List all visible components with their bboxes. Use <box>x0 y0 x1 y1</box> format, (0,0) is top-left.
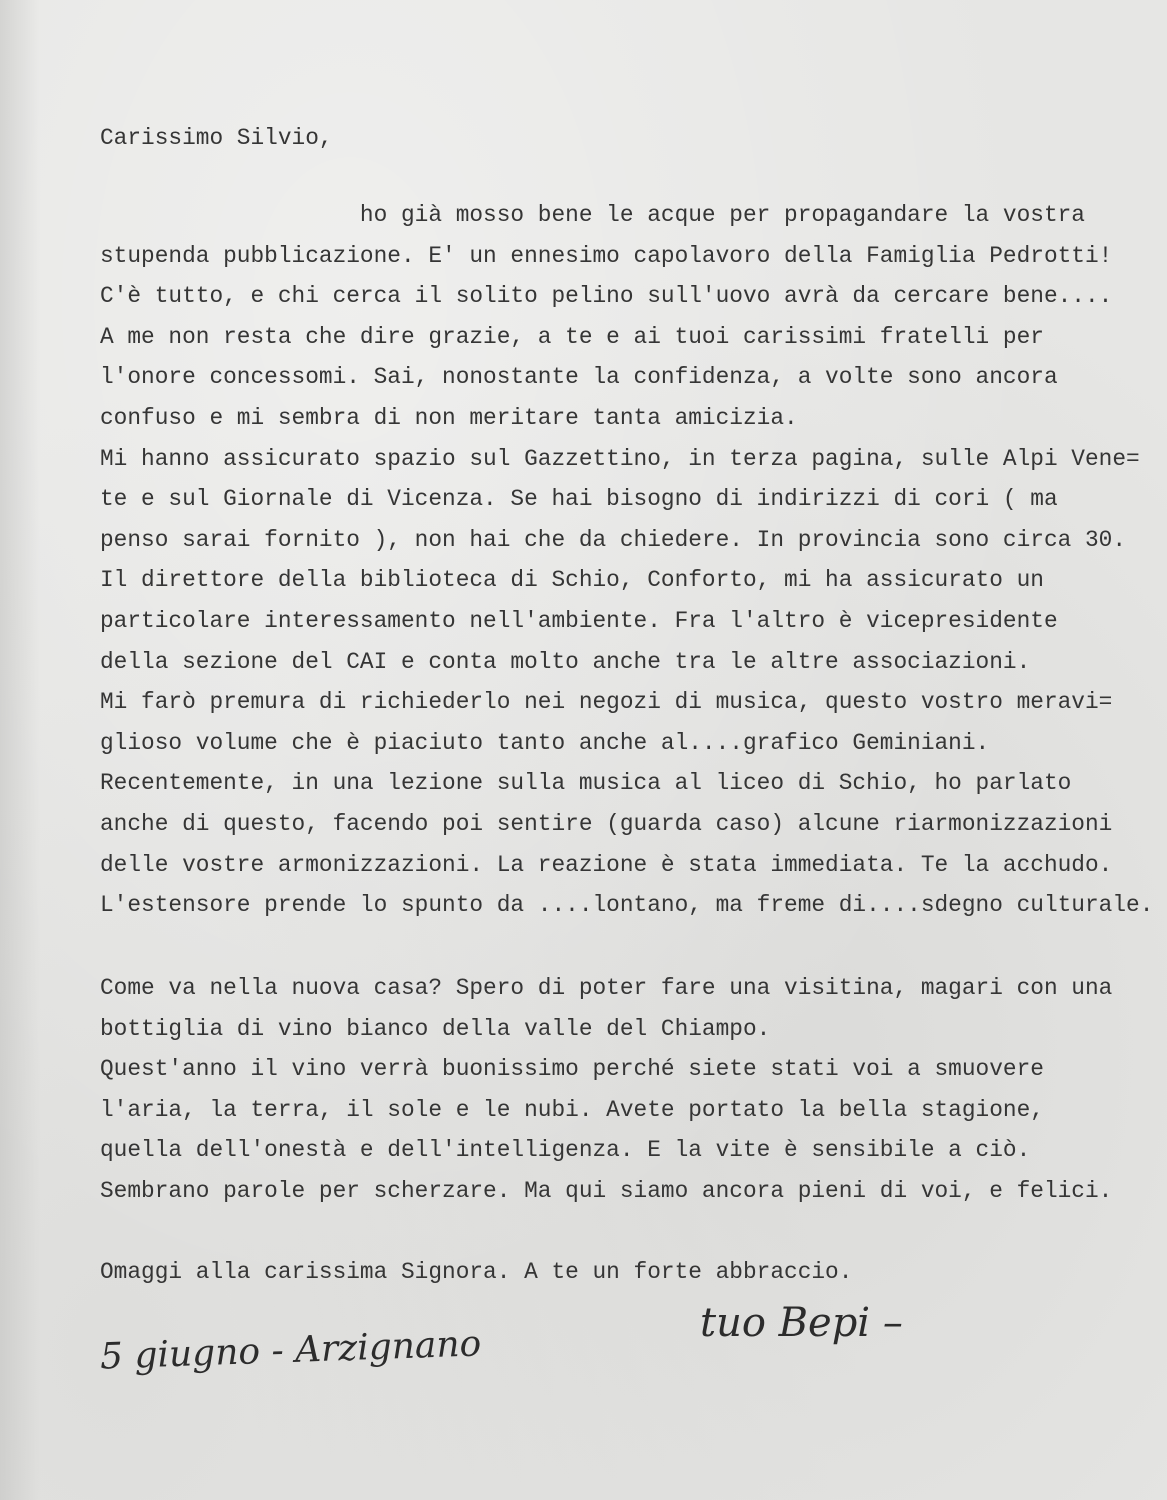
salutation: Carissimo Silvio, <box>100 125 333 151</box>
text-line: Sembrano parole per scherzare. Ma qui siamo ancora pieni di voi, e felici. <box>100 1178 1113 1204</box>
text-line: te e sul Giornale di Vicenza. Se hai bisogno di indirizzi di cori ( ma <box>100 486 1058 513</box>
text-line: Mi farò premura di richiederlo nei negozi di musica, questo vostro meravi= <box>100 689 1113 716</box>
text-line: confuso e mi sembra di non meritare tanta amicizia. <box>100 405 798 431</box>
closing: Omaggi alla carissima Signora. A te un forte abbraccio. <box>100 1259 853 1285</box>
text-line: quella dell'onestà e dell'intelligenza. E la vite è sensibile a ciò. <box>100 1137 1031 1164</box>
text-line: ho già mosso bene le acque per propagandare la vostra <box>100 202 1085 228</box>
text-line: Il direttore della biblioteca di Schio, Conforto, mi ha assicurato un <box>100 567 1044 594</box>
text-line: Quest'anno il vino verrà buonissimo perché siete stati voi a smuovere <box>100 1056 1044 1083</box>
text-line: stupenda pubblicazione. E' un ennesimo capolavoro della Famiglia Pedrotti! <box>100 242 1113 269</box>
text-line: Recentemente, in una lezione sulla musica al liceo di Schio, ho parlato <box>100 770 1072 797</box>
text-line: della sezione del CAI e conta molto anche tra le altre associazioni. <box>100 648 1031 675</box>
text-line: C'è tutto, e chi cerca il solito pelino sull'uovo avrà da cercare bene.... <box>100 283 1113 310</box>
text-line: glioso volume che è piaciuto tanto anche al....grafico Geminiani. <box>100 729 990 756</box>
text-line: bottiglia di vino bianco della valle del Chiampo. <box>100 1015 771 1042</box>
text-line: l'aria, la terra, il sole e le nubi. Avete portato la bella stagione, <box>100 1096 1044 1123</box>
text-line: delle vostre armonizzazioni. La reazione è stata immediata. Te la acchudo. <box>100 851 1113 878</box>
handwritten-date: 5 giugno - Arzignano <box>99 1323 482 1378</box>
text-line: Come va nella nuova casa? Spero di poter fare una visitina, magari con una <box>100 975 1113 1001</box>
text-line: A me non resta che dire grazie, a te e ai tuoi carissimi fratelli per <box>100 323 1044 350</box>
text-line: penso sarai fornito ), non hai che da chiedere. In provincia sono circa 30. <box>100 526 1127 553</box>
signature: tuo Bepi – <box>700 1300 903 1346</box>
text-line: l'onore concessomi. Sai, nonostante la confidenza, a volte sono ancora <box>100 364 1058 391</box>
paper-edge-shadow <box>0 0 40 1500</box>
text-line: anche di questo, facendo poi sentire (guarda caso) alcune riarmonizzazioni <box>100 811 1113 837</box>
text-line: L'estensore prende lo spunto da ....lontano, ma freme di....sdegno culturale. <box>100 892 1154 919</box>
text-line: particolare interessamento nell'ambiente. Fra l'altro è vicepresidente <box>100 608 1058 634</box>
text-line: Mi hanno assicurato spazio sul Gazzettino, in terza pagina, sulle Alpi Vene= <box>100 445 1140 472</box>
